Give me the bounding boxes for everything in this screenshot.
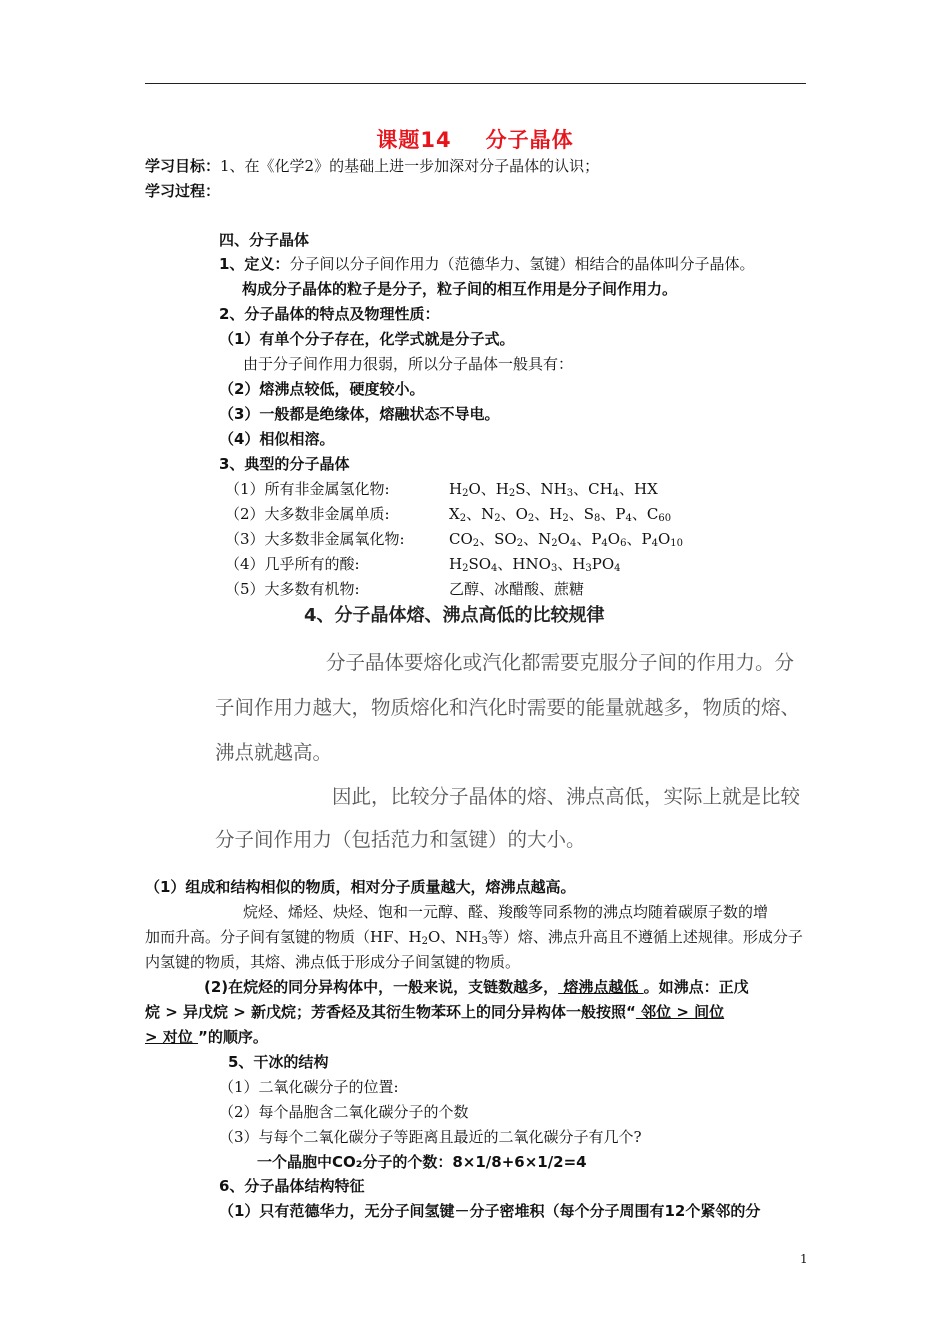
rule-heading: 4、分子晶体熔、沸点高低的比较规律 xyxy=(304,605,605,626)
definition: 1、定义：分子间以分子间作用力（范德华力、氢键）相结合的晶体叫分子晶体。 xyxy=(219,255,755,273)
dry-ice-calculation: 一个晶胞中CO₂分子的个数：8×1/8+6×1/2=4 xyxy=(257,1153,587,1171)
feature-4: （4）相似相溶。 xyxy=(219,430,335,448)
rule-para2-line1: 因此，比较分子晶体的熔、沸点高低，实际上就是比较 xyxy=(332,785,801,808)
answer-blank-1: 熔沸点越低 xyxy=(558,978,644,996)
learning-objective: 学习目标：1、在《化学2》的基础上进一步加深对分子晶体的认识； xyxy=(145,157,600,175)
feature-1: （1）有单个分子存在，化学式就是分子式。 xyxy=(219,330,515,348)
dry-ice-q1: （1）二氧化碳分子的位置: xyxy=(219,1078,399,1096)
typical-3-value: $CO_2$、$SO_2$、$N_2O_4$、$P_4O_6$、$P_4O_{10}$ xyxy=(449,530,683,549)
answer-blank-2: 邻位 > 间位 xyxy=(635,1003,725,1021)
answer-blank-2-cont: > 对位 xyxy=(145,1028,199,1046)
typical-2-value: $X_2$、$N_2$、$O_2$、$H_2$、$S_8$、$P_4$、$C_{60}$ xyxy=(449,505,672,524)
rule-1-line1: 烷烃、烯烃、炔烃、饱和一元醇、醛、羧酸等同系物的沸点均随着碳原子数的增 xyxy=(243,903,769,921)
dry-ice-heading: 5、干冰的结构 xyxy=(228,1053,329,1071)
typical-5-label: （5）大多数有机物: xyxy=(225,580,360,598)
typical-2-label: （2）大多数非金属单质: xyxy=(225,505,390,523)
rule-2-line2: 烷 > 异戊烷 > 新戊烷；芳香烃及其衍生物苯环上的同分异构体一般按照“ 邻位 > 间位 xyxy=(145,1003,725,1021)
structure-1: （1）只有范德华力，无分子间氢键－分子密堆积（每个分子周围有12个紧邻的分 xyxy=(219,1202,761,1220)
rule-1-line3: 内氢键的物质，其熔、沸点低于形成分子间氢键的物质。 xyxy=(145,953,521,971)
structure-heading: 6、分子晶体结构特征 xyxy=(219,1177,365,1195)
page-title: 课题14 分子晶体 xyxy=(376,128,574,152)
feature-2: （2）熔沸点较低，硬度较小。 xyxy=(219,380,425,398)
typical-4-value: $H_2SO_4$、$HNO_3$、$H_3PO_4$ xyxy=(449,555,621,574)
rule-para1-line3: 沸点就越高。 xyxy=(215,741,333,764)
rule-para1-line1: 分子晶体要熔化或汽化都需要克服分子间的作用力。分 xyxy=(326,651,795,674)
feature-3: （3）一般都是绝缘体，熔融状态不导电。 xyxy=(219,405,500,423)
rule-para2-line2: 分子间作用力（包括范力和氢键）的大小。 xyxy=(215,828,586,851)
page-number: 1 xyxy=(800,1252,808,1266)
typical-1-label: （1）所有非金属氢化物: xyxy=(225,480,390,498)
typical-5-value: 乙醇、冰醋酸、蔗糖 xyxy=(449,580,585,598)
header-rule xyxy=(145,83,806,84)
typical-3-label: （3）大多数非金属氧化物: xyxy=(225,530,405,548)
section-heading: 四、分子晶体 xyxy=(219,231,310,249)
typical-4-label: （4）几乎所有的酸: xyxy=(225,555,360,573)
learning-process-label: 学习过程： xyxy=(145,182,221,200)
rule-2-line3: > 对位 ”的顺序。 xyxy=(145,1028,268,1046)
features-heading: 2、分子晶体的特点及物理性质： xyxy=(219,305,440,323)
dry-ice-q2: （2）每个晶胞含二氧化碳分子的个数 xyxy=(219,1103,469,1121)
feature-intro: 由于分子间作用力很弱，所以分子晶体一般具有： xyxy=(243,355,574,373)
rule-2-line1: (2)在烷烃的同分异构体中，一般来说，支链数越多， 熔沸点越低 。如沸点：正戊 xyxy=(204,978,749,996)
typical-1-value: $H_2O$、$H_2S$、$NH_3$、$CH_4$、HX xyxy=(449,480,658,499)
rule-para1-line2: 子间作用力越大，物质熔化和汽化时需要的能量就越多，物质的熔、 xyxy=(215,696,801,719)
definition-bold: 构成分子晶体的粒子是分子，粒子间的相互作用是分子间作用力。 xyxy=(242,280,678,298)
typical-heading: 3、典型的分子晶体 xyxy=(219,455,350,473)
rule-1-line2: 加而升高。分子间有氢键的物质（HF、$H_2O$、$NH_3$等）熔、沸点升高且不遵循上述规律。形成分子 xyxy=(145,928,803,947)
dry-ice-q3: （3）与每个二氧化碳分子等距离且最近的二氧化碳分子有几个? xyxy=(219,1128,642,1146)
rule-1-heading: （1）组成和结构相似的物质，相对分子质量越大，熔沸点越高。 xyxy=(145,878,576,896)
